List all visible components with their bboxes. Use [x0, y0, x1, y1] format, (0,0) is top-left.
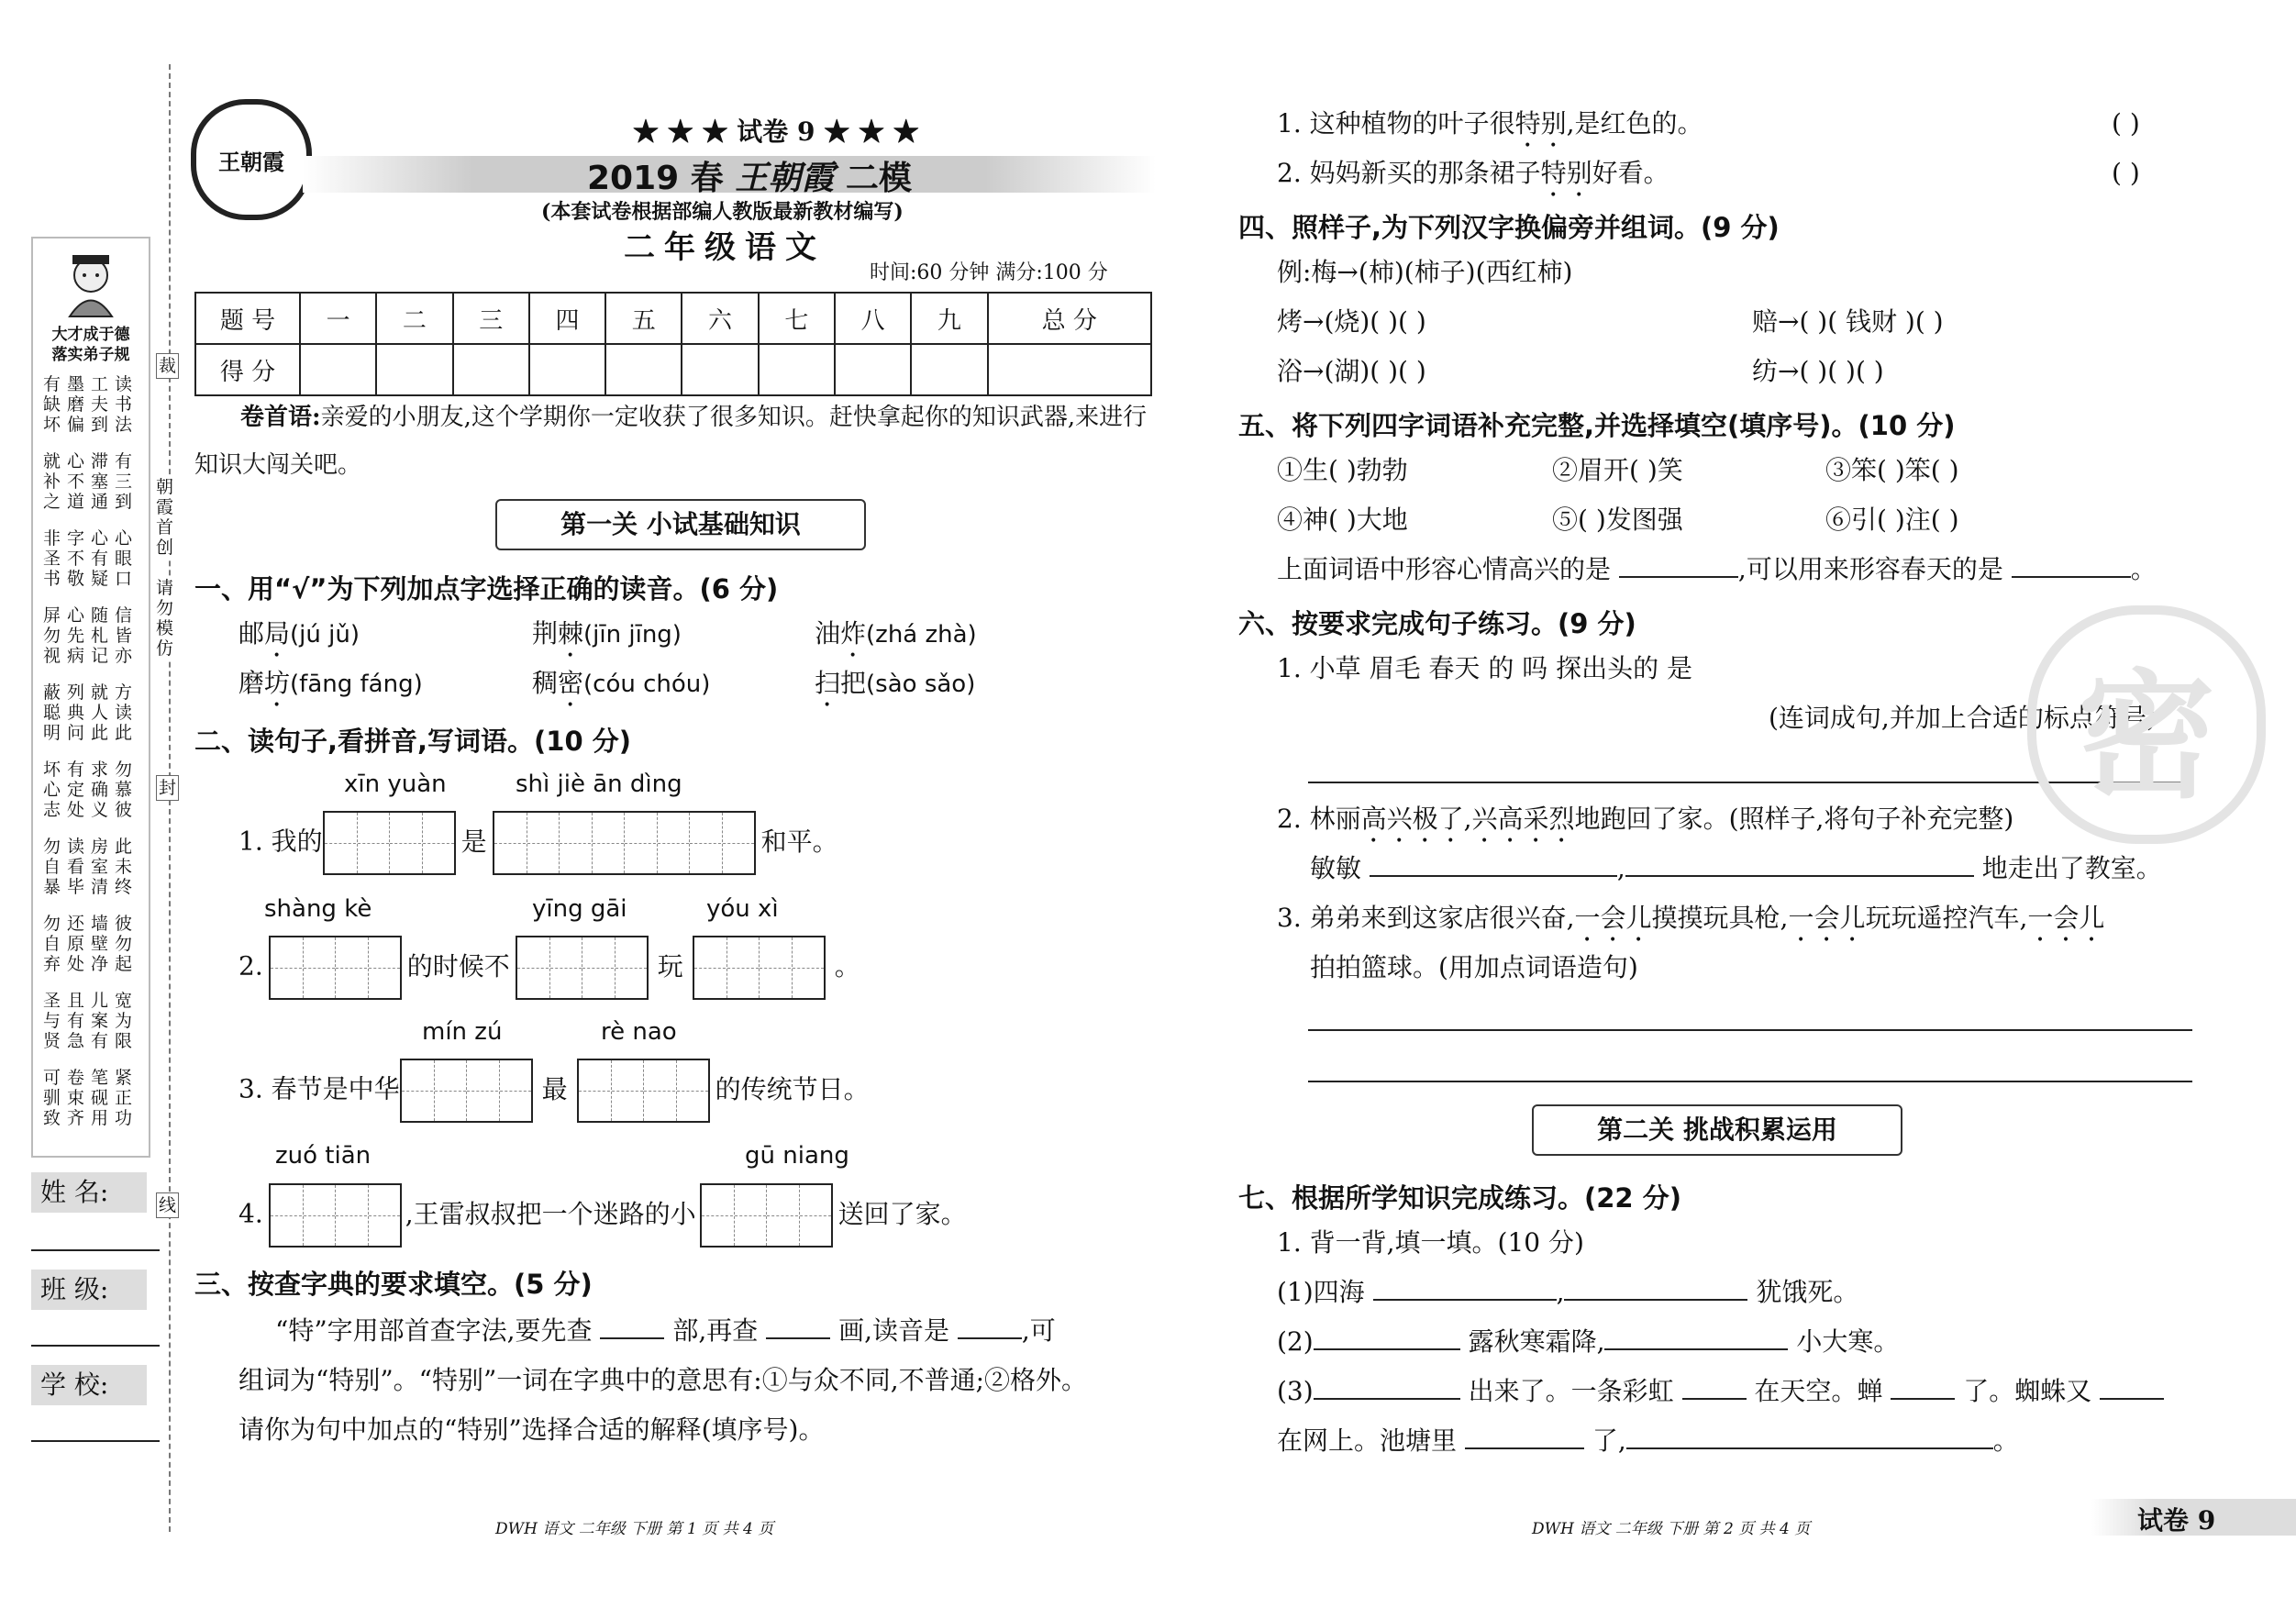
q1-item[interactable]: [238, 618, 360, 663]
score-header-cell: 六: [682, 293, 758, 344]
q2-s3-box2[interactable]: [577, 1059, 710, 1123]
q2-s2-box1[interactable]: [269, 936, 402, 1000]
q1-item-char: 荆: [532, 618, 559, 649]
motto-column: 工夫到: [91, 374, 109, 435]
q1-item-pinyin: (jú jǔ): [290, 621, 360, 649]
q5-item-5[interactable]: ⑤( )发图强: [1552, 505, 1683, 535]
q2-s2-box2[interactable]: [516, 936, 649, 1000]
motto-column: 勿自暴: [43, 837, 61, 897]
q3-blank-radical[interactable]: [600, 1315, 664, 1339]
q7-l1-blank1[interactable]: [1373, 1277, 1557, 1301]
q3-p3: 请你为句中加点的“特别”选择合适的解释(填序号)。: [238, 1414, 825, 1445]
subject-title: 二年级语文: [624, 229, 826, 266]
motto-column: 坏心志: [43, 760, 61, 820]
motto-column: 读书法: [115, 374, 133, 435]
q6-s1-hint: (连词成句,并加上合适的标点符号): [1769, 703, 2157, 733]
q7-l4-blank1[interactable]: [1465, 1425, 1584, 1449]
q3-s2: 2. 妈妈新买的那条裙子特别好看。: [1277, 158, 1669, 188]
q2-s4: 4. ,王雷叔叔把一个迷路的小 送回了家。: [238, 1183, 967, 1248]
score-cell[interactable]: [605, 344, 682, 395]
q2-s4-box2[interactable]: [700, 1183, 833, 1248]
exam-subtitle: (本套试卷根据部编人教版最新教材编写): [541, 200, 904, 224]
score-row-header: [195, 293, 1151, 344]
score-header-cell: 三: [453, 293, 529, 344]
score-header-cell: 总 分: [988, 293, 1151, 344]
motto-column: 信皆亦: [115, 605, 133, 666]
q5-fill: 上面词语中形容心情高兴的是 ,可以用来形容春天的是 。: [1277, 554, 2157, 584]
q6-s3-answer-line1[interactable]: [1308, 1029, 2192, 1031]
motto-column: 墨磨偏: [67, 374, 85, 435]
score-cell[interactable]: [453, 344, 529, 395]
q4-example: 例:梅→(柿)(柿子)(西红柿): [1277, 257, 1573, 287]
q7-l4-blank2[interactable]: [1626, 1425, 1993, 1449]
q6-title: 六、按要求完成句子练习。(9 分): [1238, 608, 1636, 639]
footer-right: DWH 语文 二年级 下册 第 2 页 共 4 页: [1532, 1520, 1811, 1538]
q7-l3-blank2[interactable]: [1682, 1376, 1747, 1400]
q1-item-char: 稠: [532, 668, 559, 698]
exam-title: 2019 春 王朝霞 二模: [587, 159, 912, 197]
q3-s1-answer[interactable]: ( ): [2112, 108, 2140, 139]
q4-row1a[interactable]: 烤→(烧)( )( ): [1277, 306, 1426, 337]
motto-column: 可驯致: [43, 1068, 61, 1128]
motto-column: 心先病: [67, 605, 85, 666]
exam-number: ★ ★ ★ 试卷 9 ★ ★ ★: [633, 116, 919, 147]
q5-blank-spring[interactable]: [2012, 554, 2131, 578]
scholar-figure: [59, 248, 123, 321]
motto-column: 儿案有: [91, 991, 109, 1051]
seal-seal: 封: [156, 775, 179, 801]
score-cell[interactable]: [682, 344, 758, 395]
motto-column: 有三到: [115, 451, 133, 512]
q3-blank-pronounce[interactable]: [958, 1315, 1022, 1339]
score-header-cell: 一: [300, 293, 376, 344]
q1-item-pinyin: (fāng fáng): [290, 671, 423, 698]
q5-blank-happy[interactable]: [1619, 554, 1738, 578]
q4-row2a[interactable]: 浴→(湖)( )( ): [1277, 356, 1426, 386]
motto-column: 随札记: [91, 605, 109, 666]
q5-item-2[interactable]: ②眉开( )笑: [1552, 455, 1683, 485]
q6-s3-answer-line2[interactable]: [1308, 1081, 2192, 1082]
score-cell[interactable]: [529, 344, 605, 395]
q2-s2-pinyin3: yóu xì: [706, 895, 779, 923]
q2-s3-pinyin1: mín zú: [422, 1018, 503, 1046]
motto-column: 勿自弃: [43, 914, 61, 974]
secret-watermark: 密: [2027, 605, 2266, 844]
q1-item-dotted-char: 棘: [558, 618, 584, 649]
q2-s1-box2[interactable]: [493, 811, 756, 875]
score-table: [194, 292, 1152, 396]
q4-row2b[interactable]: 纺→( )( )( ): [1752, 356, 1884, 386]
score-cell[interactable]: [376, 344, 452, 395]
motto-column: 心有疑: [91, 528, 109, 589]
score-header-cell: 七: [759, 293, 835, 344]
q1-item-dotted-char: 局: [264, 618, 291, 649]
q6-s2: 2. 林丽高兴极了,兴高采烈地跑回了家。(照样子,将句子补充完整): [1277, 804, 2014, 834]
q2-s2-pinyin1: shàng kè: [264, 895, 372, 923]
footer-exam-label: 试卷 9: [2137, 1505, 2216, 1536]
motto-column: 笔砚用: [91, 1068, 109, 1128]
motto-column: 宽为限: [115, 991, 133, 1051]
q1-item-dotted-char: 密: [558, 668, 584, 698]
motto-column: 有定处: [67, 760, 85, 820]
q5-item-4[interactable]: ④神( )大地: [1277, 505, 1408, 535]
q7-line4: 在网上。池塘里 了, 。: [1277, 1425, 2019, 1456]
q6-s2-fill: 敏敏 , 地走出了教室。: [1310, 853, 2162, 883]
q4-row1b[interactable]: 赔→( )( 钱财 )( ): [1752, 306, 1944, 337]
motto-column: 非圣书: [43, 528, 61, 589]
motto-column: 卷束齐: [67, 1068, 85, 1128]
motto-column: 屏勿视: [43, 605, 61, 666]
q1-item-char: 邮: [238, 618, 265, 649]
q1-item-pinyin: (zhá zhà): [866, 621, 977, 649]
q2-s3-pinyin2: rè nao: [601, 1018, 677, 1046]
seal-line: 线: [156, 1192, 179, 1218]
motto-column: 墙壁净: [91, 914, 109, 974]
motto-column: 心眼口: [115, 528, 133, 589]
intro-line2: 知识大闯关吧。: [194, 451, 362, 479]
q1-item[interactable]: [238, 668, 423, 713]
score-row-values: [195, 344, 1151, 395]
motto-column: 读看毕: [67, 837, 85, 897]
motto-column: 且有急: [67, 991, 85, 1051]
q2-s4-pinyin2: gū niang: [745, 1142, 849, 1170]
q7-line1: (1)四海 , 犹饿死。: [1277, 1277, 1859, 1307]
motto-column: 就补之: [43, 451, 61, 512]
motto-column: 列典问: [67, 682, 85, 743]
q6-s3-line2: 拍拍篮球。(用加点词语造句): [1310, 952, 1638, 982]
motto-column: 滞塞通: [91, 451, 109, 512]
seal-cut: 裁: [156, 353, 179, 379]
q2-s3: 3. 春节是中华 最 的传统节日。: [238, 1059, 870, 1123]
motto-column: 求确义: [91, 760, 109, 820]
q7-l2-blank1[interactable]: [1314, 1326, 1460, 1350]
class-field[interactable]: [31, 1345, 160, 1347]
score-header-cell: 八: [835, 293, 911, 344]
q7-title: 七、根据所学知识完成练习。(22 分): [1238, 1182, 1681, 1214]
score-cell[interactable]: [835, 344, 911, 395]
motto-column: 彼勿起: [115, 914, 133, 974]
q7-sub1: 1. 背一背,填一填。(10 分): [1277, 1227, 1584, 1258]
motto-column: 蔽聪明: [43, 682, 61, 743]
time-info: 时间:60 分钟 满分:100 分: [870, 261, 1108, 284]
q7-l3-blank4[interactable]: [2100, 1376, 2164, 1400]
score-header-cell: 四: [529, 293, 605, 344]
q1-item-char-post: 把: [840, 668, 867, 698]
q2-title: 二、读句子,看拼音,写词语。(10 分): [194, 726, 631, 757]
seal-text-b: 请勿模仿: [156, 578, 176, 659]
motto-panel: [31, 237, 150, 1158]
q7-l1-blank2[interactable]: [1564, 1277, 1747, 1301]
q6-s3: 3. 弟弟来到这家店很兴奋,一会儿摸摸玩具枪,一会儿玩玩遥控汽车,一会儿: [1277, 903, 2105, 933]
q7-l3-blank1[interactable]: [1314, 1376, 1460, 1400]
score-cell[interactable]: [911, 344, 987, 395]
banner-level-2: 第二关 挑战积累运用: [1532, 1104, 1902, 1156]
motto-column: 勿慕彼: [115, 760, 133, 820]
q1-item-dotted-char: 扫: [815, 668, 841, 698]
q1-item[interactable]: [532, 618, 682, 663]
q1-item-pinyin: (cóu chóu): [583, 671, 711, 698]
q2-s2-pinyin2: yīng gāi: [532, 895, 627, 923]
motto-column: 字不敬: [67, 528, 85, 589]
school-label: 学 校:: [31, 1365, 147, 1405]
q5-item-3[interactable]: ③笨( )笨( ): [1825, 455, 1959, 485]
seal-text-a: 朝霞首创: [156, 477, 176, 558]
q7-l2-blank2[interactable]: [1604, 1326, 1788, 1350]
motto-column: 方读此: [115, 682, 133, 743]
q1-title: 一、用“√”为下列加点字选择正确的读音。(6 分): [194, 573, 779, 604]
score-cell[interactable]: [988, 344, 1151, 395]
school-field[interactable]: [31, 1440, 160, 1442]
score-header-cell: 九: [911, 293, 987, 344]
q2-s4-box1[interactable]: [269, 1183, 402, 1248]
score-header-cell: 二: [376, 293, 452, 344]
q3-s2-answer[interactable]: ( ): [2112, 158, 2140, 188]
q7-line3: (3) 出来了。一条彩虹 在天空。蝉 了。蜘蛛又: [1277, 1376, 2164, 1407]
q1-item[interactable]: [532, 668, 710, 713]
q6-s1: 1. 小草 眉毛 春天 的 吗 探出头的 是: [1277, 653, 1693, 683]
footer-left: DWH 语文 二年级 下册 第 1 页 共 4 页: [495, 1520, 774, 1538]
score-cell[interactable]: [300, 344, 376, 395]
q7-l3-blank3[interactable]: [1891, 1376, 1955, 1400]
q2-s1-box1[interactable]: [323, 811, 456, 875]
motto: 大才成于德 落实弟子规: [51, 326, 130, 364]
q7-line2: (2) 露秋寒霜降, 小大寒。: [1277, 1326, 1900, 1357]
motto-column: 紧正功: [115, 1068, 133, 1128]
score-cell[interactable]: [759, 344, 835, 395]
intro: 卷首语:亲爱的小朋友,这个学期你一定收获了很多知识。赶快拿起你的知识武器,来进行: [240, 404, 1148, 431]
score-row-label: 得 分: [195, 344, 300, 395]
q3-p2: 组词为“特别”。“特别”一词在字典中的意思有:①与众不同,不普通;②格外。: [238, 1365, 1088, 1395]
q5-title: 五、将下列四字词语补充完整,并选择填空(填序号)。(10 分): [1238, 410, 1956, 441]
q3-blank-strokes[interactable]: [766, 1315, 830, 1339]
motto-grid: [33, 374, 149, 1128]
motto-column: 就人此: [91, 682, 109, 743]
motto-column: 还原处: [67, 914, 85, 974]
q3-p1: “特”字用部首查字法,要先查 部,再查 画,读音是 ,可: [275, 1315, 1056, 1346]
q1-item-char: 油: [815, 618, 841, 649]
q6-s2-blank1[interactable]: [1370, 853, 1617, 877]
q2-s4-pinyin1: zuó tiān: [275, 1142, 372, 1170]
motto-column: 心不道: [67, 451, 85, 512]
q5-item-6[interactable]: ⑥引( )注( ): [1825, 505, 1959, 535]
q2-s2: 2. 的时候不 玩 。: [238, 936, 860, 1000]
q5-item-1[interactable]: ①生( )勃勃: [1277, 455, 1408, 485]
motto-column: 此未终: [115, 837, 133, 897]
q1-item-dotted-char: 坊: [264, 668, 291, 698]
score-header-cell: 题 号: [195, 293, 300, 344]
q2-s3-box1[interactable]: [400, 1059, 533, 1123]
banner-level-1: 第一关 小试基础知识: [495, 499, 866, 550]
q1-item[interactable]: [815, 618, 977, 663]
q2-s2-box3[interactable]: [693, 936, 826, 1000]
brand-logo: 王朝霞: [191, 99, 312, 220]
name-field[interactable]: [31, 1249, 160, 1251]
name-label: 姓 名:: [31, 1172, 147, 1213]
q1-item[interactable]: [815, 668, 975, 713]
q2-s1-pinyin2: shì jiè ān dìng: [516, 771, 682, 798]
motto-column: 房室清: [91, 837, 109, 897]
q1-item-pinyin: (jīn jīng): [583, 621, 682, 649]
q2-s1: 1. 我的 是 和平。: [238, 811, 838, 875]
q1-item-pinyin: (sào sǎo): [866, 671, 976, 698]
q3-title: 三、按查字典的要求填空。(5 分): [194, 1269, 593, 1300]
q1-item-dotted-char: 炸: [840, 618, 867, 649]
q1-item-char: 磨: [238, 668, 265, 698]
q3-s1: 1. 这种植物的叶子很特别,是红色的。: [1277, 108, 1703, 139]
motto-column: 有缺坏: [43, 374, 61, 435]
class-label: 班 级:: [31, 1270, 147, 1310]
q2-s1-pinyin1: xīn yuàn: [344, 771, 447, 798]
score-header-cell: 五: [605, 293, 682, 344]
q6-s2-blank2[interactable]: [1625, 853, 1974, 877]
q4-title: 四、照样子,为下列汉字换偏旁并组词。(9 分): [1238, 212, 1780, 243]
motto-column: 圣与贤: [43, 991, 61, 1051]
